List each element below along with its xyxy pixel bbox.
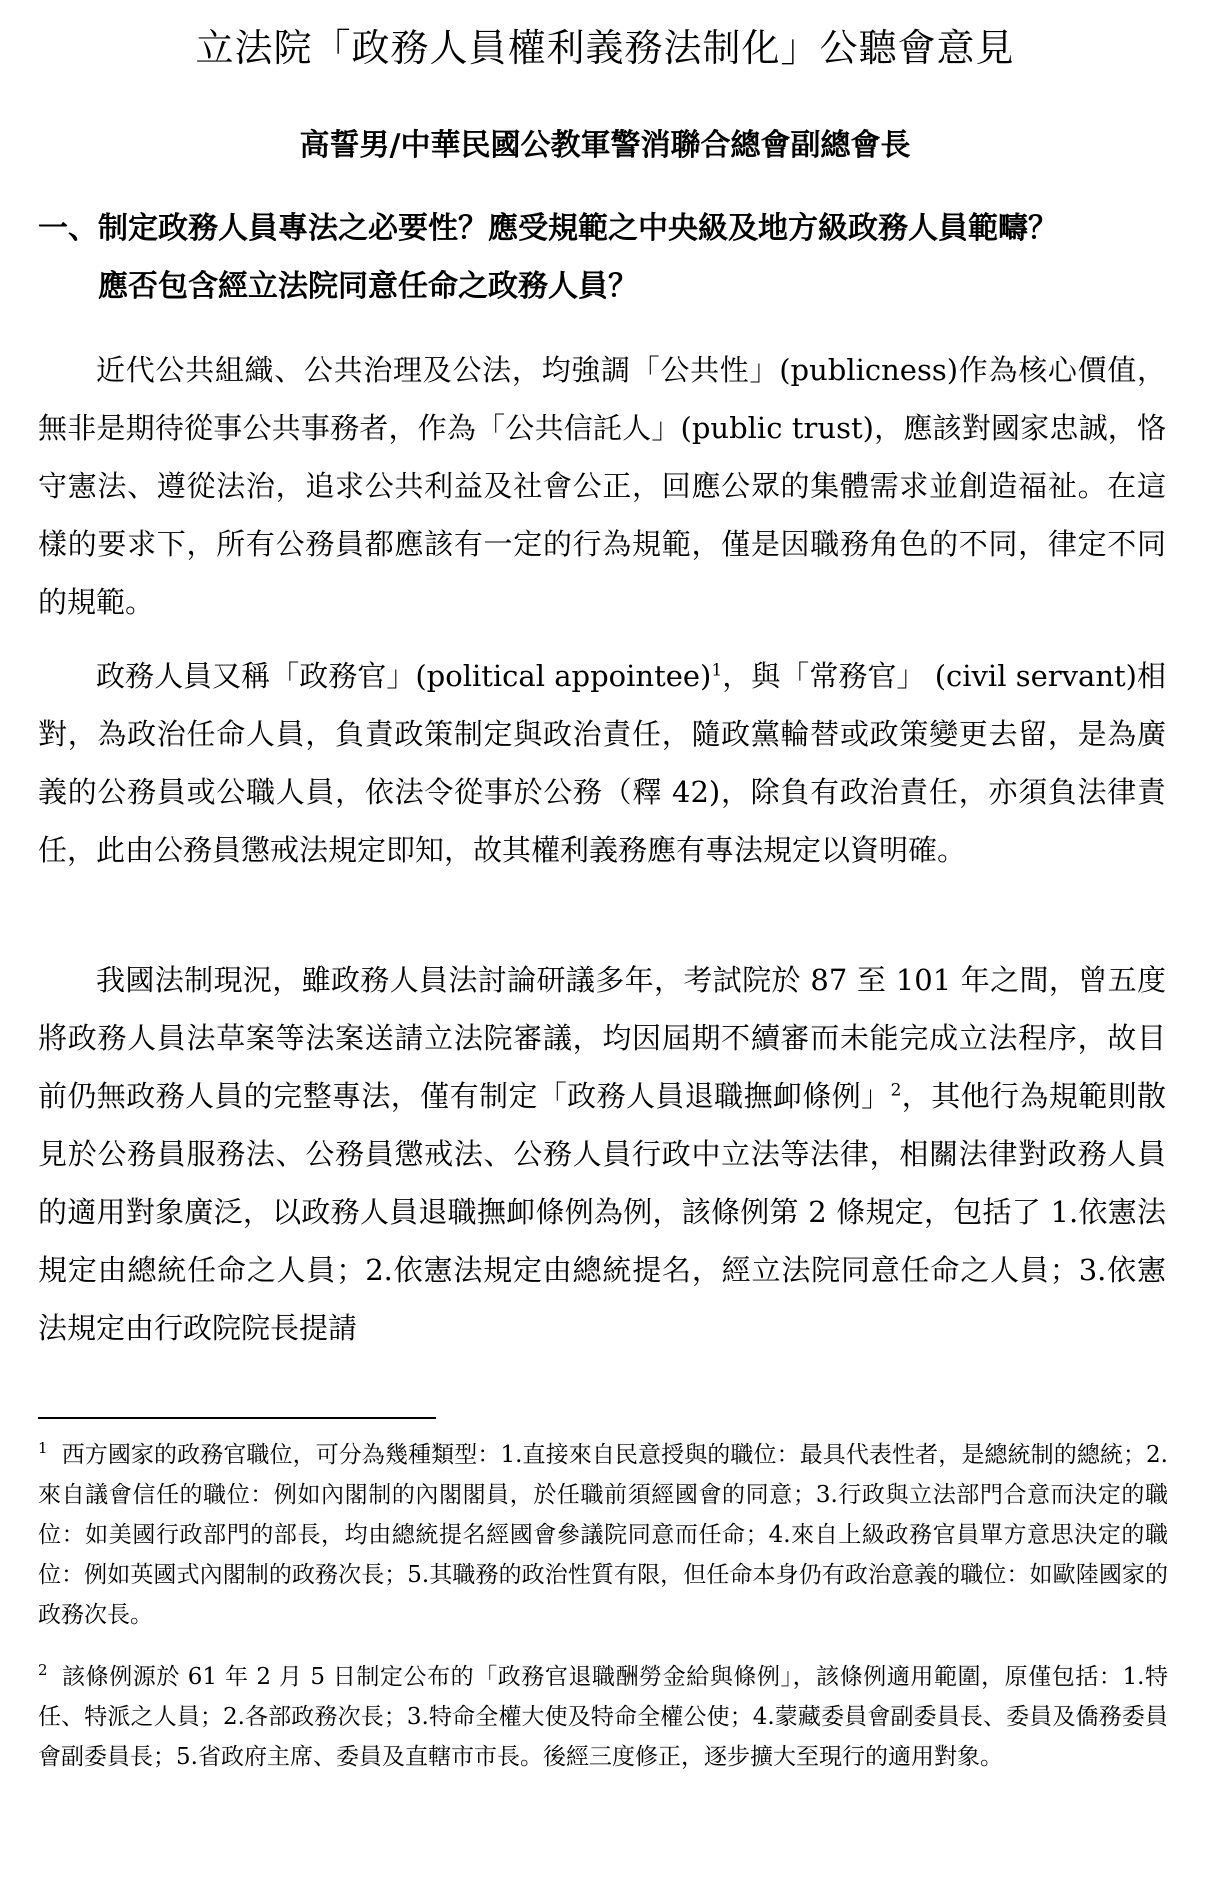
footnote-divider (38, 1417, 436, 1419)
paragraph-2-text-a: 政務人員又稱「政務官」(political appointee) (96, 659, 712, 693)
paragraph-2 (38, 647, 1166, 879)
section-heading-line2: 應否包含經立法院同意任命之政務人員？ (98, 269, 638, 304)
footnote-1-mark: 1 (38, 1439, 48, 1458)
section-heading (38, 200, 1188, 316)
footnote-1 (38, 1435, 1168, 1635)
footnote-2-text: 該條例源於 61 年 2 月 5 日制定公布的「政務官退職酬勞金給與條例」，該條例適用範圍，原僅包括：1.特任、特派之人員；2.各部政務次長；3.特命全權大使及特命全權公使；4.蒙藏委員會副委員長、委員及僑務委員會副委員長；5.省政府主席、委員及直轄市市長。後經三度修正，逐步擴大至現行的適用對象。 (38, 1664, 1168, 1770)
footnote-1-text: 西方國家的政務官職位，可分為幾種類型：1.直接來自民意授與的職位：最具代表性者，是總統制的總統；2.來自議會信任的職位：例如內閣制的內閣閣員，於任職前須經國會的同意；3.行政與立法部門合意而決定的職位：如美國行政部門的部長，均由總統提名經國會參議院同意而任命；4.來自上級政務官員單方意思決定的職位：例如英國式內閣制的政務次長；5.其職務的政治性質有限，但任命本身仍有政治意義的職位：如歐陸國家的政務次長。 (38, 1442, 1168, 1628)
paragraph-3-text-b: ，其他行為規範則散見於公務員服務法、公務員懲戒法、公務人員行政中立法等法律，相關法律對政務人員的適用對象廣泛，以政務人員退職撫卹條例為例，該條例第 2 條規定，包括了 1.依憲法規定由總統任命之人員；2.依憲法規定由總統提名，經立法院同意任命之人員；3.依憲法規定由行政院院長提請 (38, 1079, 1166, 1345)
footnote-ref-1[interactable]: 1 (711, 660, 723, 681)
footnote-ref-2[interactable]: 2 (890, 1080, 902, 1101)
paragraph-2-text-b: ，與「常務官」 (civil servant)相對，為政治任命人員，負責政策制定與政治責任，隨政黨輪替或政策變更去留，是為廣義的公務員或公職人員，依法令從事於公務（釋 42)，除負有政治責任，亦須負法律責任，此由公務員懲戒法規定即知，故其權利義務應有專法規定以資明確。 (38, 659, 1166, 867)
footnote-2-mark: 2 (38, 1661, 48, 1680)
paragraph-3-text-a: 我國法制現況，雖政務人員法討論研議多年，考試院於 87 至 101 年之間，曾五度將政務人員法草案等法案送請立法院審議，均因屆期不續審而未能完成立法程序，故目前仍無政務人員的完整專法，僅有制定「政務人員退職撫卹條例」 (38, 963, 1166, 1113)
paragraph-3 (38, 951, 1166, 1357)
paragraph-1: 近代公共組織、公共治理及公法，均強調「公共性」(publicness)作為核心價值，無非是期待從事公共事務者，作為「公共信託人」(public trust)，應該對國家忠誠，恪守憲法、遵從法治，追求公共利益及社會公正，回應公眾的集體需求並創造福祉。在這樣的要求下，所有公務員都應該有一定的行為規範，僅是因職務角色的不同，律定不同的規範。 (38, 353, 1166, 619)
author-line: 高誓男/中華民國公教軍警消聯合總會副總會長 (299, 128, 911, 163)
section-heading-line1: 一、制定政務人員專法之必要性？應受規範之中央級及地方級政務人員範疇？ (38, 211, 1058, 246)
footnote-2 (38, 1657, 1168, 1777)
page-title: 立法院「政務人員權利義務法制化」公聽會意見 (195, 26, 1015, 70)
